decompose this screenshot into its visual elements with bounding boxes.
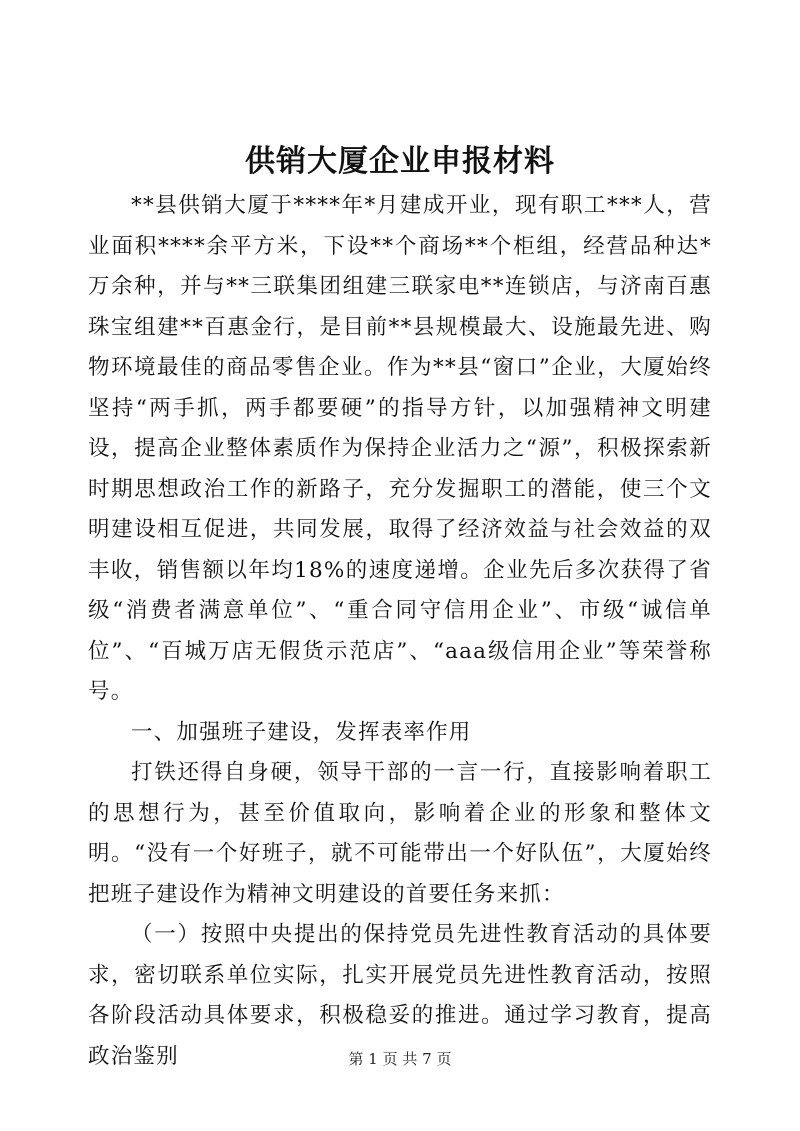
page-number-footer: 第 1 页 共 7 页: [348, 1050, 452, 1068]
document-body: [88, 186, 712, 1077]
paragraph-item-1: （一）按照中央提出的保持党员先进性教育活动的具体要求，密切联系单位实际，扎实开展党员先进性教育活动，按照各阶段活动具体要求，积极稳妥的推进。通过学习教育，提高政治鉴别: [88, 922, 712, 1069]
section-heading-1: 一、加强班子建设，发挥表率作用: [131, 719, 472, 745]
paragraph-intro: **县供销大厦于****年*月建成开业，现有职工***人，营业面积****余平方米，下设**个商场**个柜组，经营品种达*万余种，并与**三联集团组建三联家电**连锁店，与济南百惠珠宝组建**百惠金行，是目前**县规模最大、设施最先进、购物环境最佳的商品零售企业。作为**县“窗口”企业，大厦始终坚持“两手抓，两手都要硬”的指导方针，以加强精神文明建设，提高企业整体素质作为保持企业活力之“源”，积极探索新时期思想政治工作的新路子，充分发掘职工的潜能，使三个文明建设相互促进，共同发展，取得了经济效益与社会效益的双丰收，销售额以年均18%的速度递增。企业先后多次获得了省级“消费者满意单位”、“重合同守信用企业”、市级“诚信单位”、“百城万店无假货示范店”、“aaa级信用企业”等荣誉称号。: [88, 193, 712, 704]
paragraph-leadership: 打铁还得自身硬，领导干部的一言一行，直接影响着职工的思想行为，甚至价值取向，影响着企业的形象和整体文明。“没有一个好班子，就不可能带出一个好队伍”，大厦始终把班子建设作为精神文明建设的首要任务来抓：: [88, 760, 712, 907]
document-title: 供销大厦企业申报材料: [245, 144, 555, 179]
